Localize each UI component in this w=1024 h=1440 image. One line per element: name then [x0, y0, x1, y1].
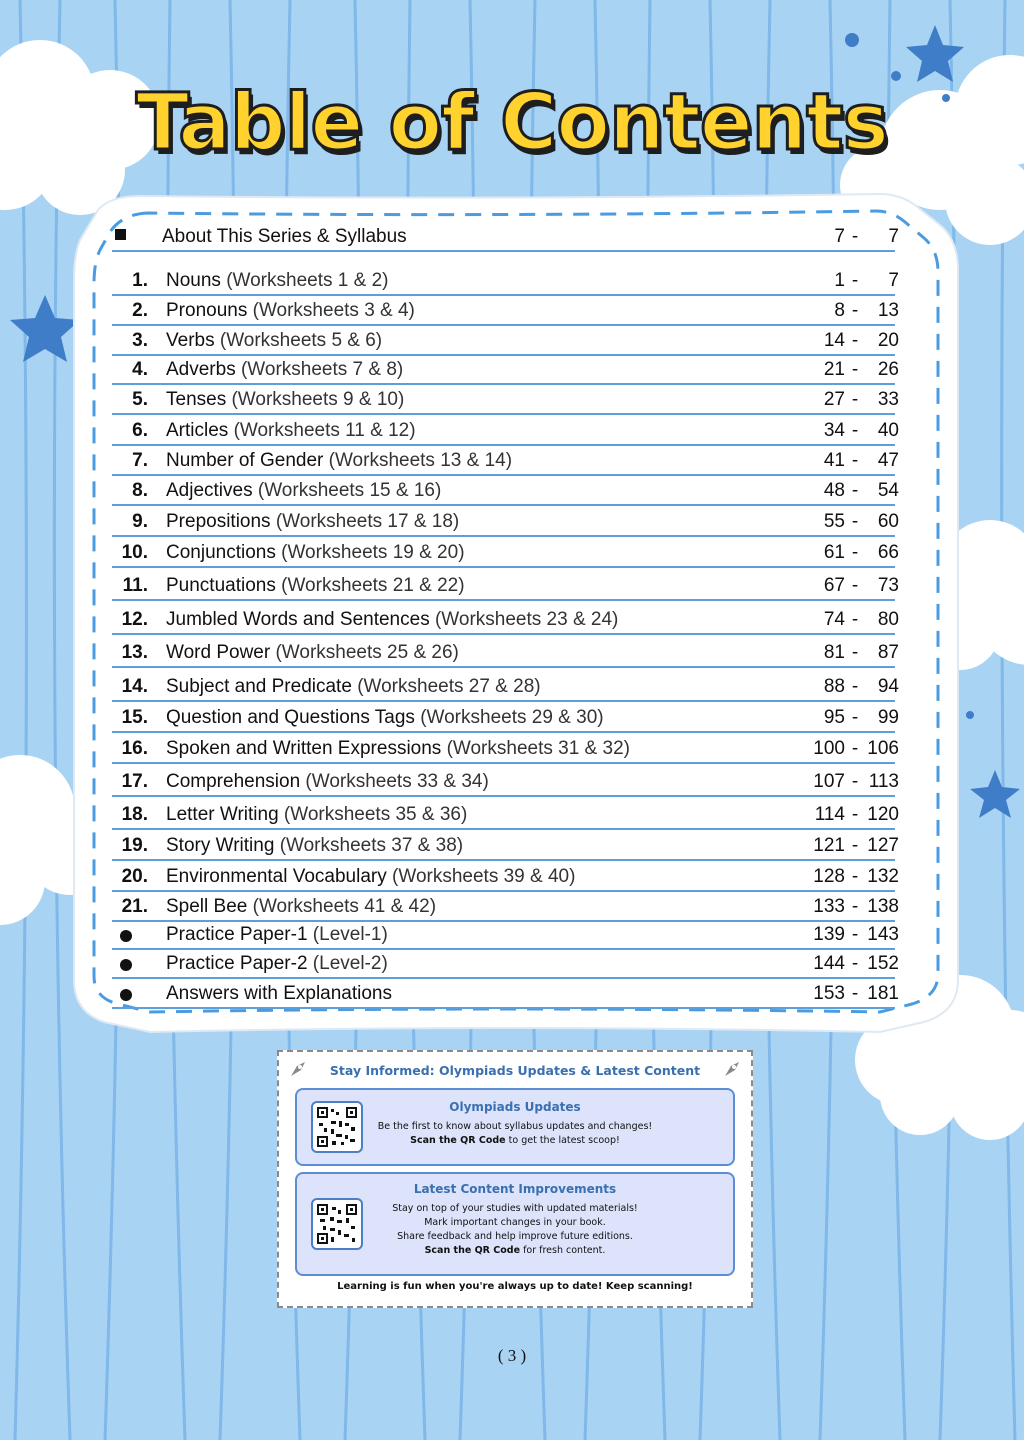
toc-row-number: 13. [121, 642, 148, 663]
toc-row-chapter[interactable] [112, 476, 899, 506]
toc-row-number: 18. [121, 804, 148, 825]
updates-title: Olympiads Updates [449, 1100, 581, 1114]
pages-separator: - [851, 642, 859, 663]
toc-row-number: 10. [121, 542, 148, 563]
toc-row-pages [803, 542, 899, 564]
pages-to: 106 [867, 738, 899, 759]
toc-row-number: 15. [121, 707, 148, 728]
pages-separator: - [851, 542, 859, 563]
pages-from: 107 [813, 771, 845, 792]
toc-row-number: 6. [132, 420, 148, 441]
toc-row-label [166, 389, 404, 411]
toc-row-pages [803, 983, 899, 1005]
toc-row-pages [803, 642, 899, 664]
pages-from: 121 [813, 835, 845, 856]
toc-row-pages [803, 707, 899, 729]
toc-row-label [166, 771, 489, 793]
pages-to: 99 [877, 707, 899, 728]
toc-row-pages [803, 511, 899, 533]
toc-row-title: Story Writing [166, 835, 275, 856]
toc-row-label [166, 983, 392, 1005]
toc-row-chapter[interactable] [112, 767, 899, 797]
pages-to: 7 [888, 226, 899, 247]
pages-to: 87 [877, 642, 899, 663]
pages-from: 114 [814, 804, 845, 825]
toc-row-pages [803, 924, 899, 946]
toc-row-label [166, 835, 463, 857]
toc-row-title: Practice Paper-1 [166, 924, 308, 945]
updates-line-1: Be the first to know about syllabus updates and changes! [377, 1121, 653, 1132]
toc-row-label [166, 804, 467, 826]
toc-row-chapter[interactable] [112, 734, 899, 764]
toc-row-number: 12. [121, 609, 148, 630]
toc-row-label [166, 480, 441, 502]
info-panel [277, 1050, 753, 1308]
toc-row-number: 8. [132, 480, 148, 501]
toc-row-pages [803, 771, 899, 793]
toc-row-label [166, 924, 388, 946]
toc-row-label [166, 896, 436, 918]
page-number: ( 3 ) [497, 1346, 527, 1365]
scan-qr-label: Scan the QR Code [424, 1245, 521, 1256]
toc-row-label [166, 420, 416, 442]
pages-from: 128 [813, 866, 845, 887]
toc-row-pages [803, 738, 899, 760]
pages-to: 120 [867, 804, 899, 825]
toc-row-title: Spell Bee [166, 896, 248, 917]
toc-row-pages [803, 359, 899, 381]
pages-separator: - [851, 896, 859, 917]
pages-from: 139 [813, 924, 845, 945]
toc-row-subtitle: (Worksheets 25 & 26) [275, 642, 459, 663]
toc-row-label [166, 511, 459, 533]
page-title: Table of Contents [136, 78, 888, 168]
pages-from: 1 [834, 270, 845, 291]
toc-row-title: Punctuations [166, 575, 276, 596]
pages-to: 132 [867, 866, 899, 887]
toc-row-chapter[interactable] [112, 326, 899, 356]
pages-to: 54 [877, 480, 899, 501]
square-bullet-icon [115, 229, 126, 240]
content-line-1: Stay on top of your studies with updated materials! [392, 1203, 638, 1214]
pages-to: 33 [877, 389, 899, 410]
toc-row-pages [803, 226, 899, 248]
toc-row-title: Prepositions [166, 511, 271, 532]
toc-row-pages [803, 575, 899, 597]
toc-row-pages [803, 389, 899, 411]
toc-row-label [166, 707, 604, 729]
pages-separator: - [851, 575, 859, 596]
pages-separator: - [851, 450, 859, 471]
toc-row-chapter[interactable] [112, 385, 899, 415]
pages-separator: - [851, 924, 859, 945]
toc-row-chapter[interactable] [112, 296, 899, 326]
pages-separator: - [851, 226, 859, 247]
toc-row-title: Word Power [166, 642, 271, 663]
pages-to: 127 [867, 835, 899, 856]
pages-from: 74 [823, 609, 845, 630]
updates-line-2-rest: to get the latest scoop! [508, 1135, 620, 1146]
pages-separator: - [851, 270, 859, 291]
toc-row-title: Pronouns [166, 300, 248, 321]
toc-row-pages [803, 300, 899, 322]
toc-row-pages [803, 609, 899, 631]
bullet-icon [120, 989, 132, 1001]
bullet-icon [120, 930, 132, 942]
toc-row-title: Subject and Predicate [166, 676, 352, 697]
toc-row-subtitle: (Worksheets 21 & 22) [281, 575, 465, 596]
pages-separator: - [851, 420, 859, 441]
pages-separator: - [851, 953, 859, 974]
toc-row-title: Nouns [166, 270, 221, 291]
pages-separator: - [851, 771, 859, 792]
toc-row-chapter[interactable] [112, 355, 899, 385]
content-title: Latest Content Improvements [413, 1182, 617, 1196]
toc-row-chapter[interactable] [112, 538, 899, 568]
toc-row-title: Comprehension [166, 771, 301, 792]
toc-row-chapter[interactable] [112, 892, 899, 922]
pages-to: 143 [867, 924, 899, 945]
toc-row-label [166, 359, 403, 381]
toc-row-number: 20. [121, 866, 148, 887]
updates-line-2 [297, 1135, 733, 1146]
pages-to: 60 [877, 511, 899, 532]
toc-row-number: 7. [132, 450, 148, 471]
scan-qr-label: Scan the QR Code [410, 1135, 506, 1146]
toc-row-subtitle: (Worksheets 29 & 30) [420, 707, 604, 728]
toc-row-title: Practice Paper-2 [166, 953, 308, 974]
toc-row-label [166, 542, 465, 564]
pages-from: 88 [823, 676, 845, 697]
toc-row-chapter[interactable] [112, 862, 899, 892]
toc-row-number: 2. [132, 300, 148, 321]
pages-to: 73 [877, 575, 899, 596]
toc-row-subtitle: (Worksheets 35 & 36) [283, 804, 468, 825]
toc-row-subtitle: (Worksheets 5 & 6) [219, 330, 383, 351]
pages-separator: - [851, 330, 859, 351]
pages-separator: - [851, 389, 859, 410]
toc-row-pages [803, 676, 899, 698]
pages-from: 153 [813, 983, 845, 1004]
toc-row-subtitle: (Worksheets 7 & 8) [240, 359, 404, 380]
pages-separator: - [851, 359, 859, 380]
toc-row-title: Adverbs [166, 359, 236, 380]
toc-row-subtitle: (Worksheets 41 & 42) [252, 896, 437, 917]
toc-row-subtitle: (Worksheets 23 & 24) [434, 609, 619, 630]
pages-separator: - [851, 511, 859, 532]
toc-row-subtitle: (Worksheets 19 & 20) [281, 542, 465, 563]
pages-to: 47 [877, 450, 899, 471]
toc-row-pages [803, 480, 899, 502]
toc-row-title: Question and Questions Tags [166, 707, 415, 728]
toc-row-label [166, 450, 512, 472]
toc-row-pages [803, 804, 899, 826]
content-box [295, 1172, 735, 1276]
content-line-4 [297, 1245, 733, 1256]
toc-row-chapter[interactable] [112, 672, 899, 702]
pages-from: 81 [823, 642, 845, 663]
pages-separator: - [851, 983, 859, 1004]
pages-from: 95 [823, 707, 845, 728]
toc-row-subtitle: (Worksheets 27 & 28) [357, 676, 541, 697]
pages-to: 94 [877, 676, 899, 697]
updates-box [295, 1088, 735, 1166]
toc-row-subtitle: (Worksheets 11 & 12) [233, 420, 416, 441]
pages-to: 40 [877, 420, 899, 441]
toc-row-label [166, 866, 575, 888]
content-line-4-rest: for fresh content. [523, 1245, 606, 1256]
content-line-3: Share feedback and help improve future editions. [397, 1231, 633, 1242]
pages-to: 20 [877, 330, 899, 351]
toc-row-pages [803, 866, 899, 888]
toc-row-number: 3. [132, 330, 148, 351]
toc-row-chapter[interactable] [112, 416, 899, 446]
pages-from: 144 [813, 953, 845, 974]
toc-row-label [166, 642, 459, 664]
toc-row-label [166, 676, 541, 698]
pages-from: 48 [823, 480, 845, 501]
toc-row-subtitle: (Worksheets 9 & 10) [231, 389, 405, 410]
toc-row-pages [803, 270, 899, 292]
toc-row-chapter[interactable] [112, 507, 899, 537]
toc-row-subtitle: (Worksheets 13 & 14) [328, 450, 513, 471]
toc-row-extra[interactable] [112, 920, 899, 950]
toc-row-title: Jumbled Words and Sentences [166, 609, 430, 630]
pages-from: 55 [823, 511, 845, 532]
toc-row-chapter[interactable] [112, 800, 899, 830]
toc-row-subtitle: (Worksheets 1 & 2) [226, 270, 389, 291]
toc-row-number: 1. [132, 270, 148, 291]
toc-row-title: Number of Gender [166, 450, 324, 471]
bullet-icon [120, 959, 132, 971]
toc-row-label [166, 738, 630, 760]
toc-row-chapter[interactable] [112, 266, 899, 296]
pages-to: 138 [867, 896, 899, 917]
toc-row-title: Answers with Explanations [166, 983, 392, 1004]
toc-row-number: 17. [121, 771, 148, 792]
pages-to: 181 [867, 983, 899, 1004]
pages-separator: - [851, 866, 859, 887]
pages-separator: - [851, 300, 859, 321]
pages-separator: - [851, 835, 859, 856]
info-heading: Stay Informed: Olympiads Updates & Latest Content [329, 1063, 701, 1078]
toc-row-pages [803, 835, 899, 857]
toc-row-number: 16. [121, 738, 148, 759]
toc-row-chapter[interactable] [112, 703, 899, 733]
toc-row-number: 5. [132, 389, 148, 410]
pages-to: 26 [877, 359, 899, 380]
pages-to: 13 [877, 300, 899, 321]
toc-row-subtitle: (Worksheets 17 & 18) [275, 511, 460, 532]
pages-separator: - [851, 609, 859, 630]
pages-separator: - [851, 707, 859, 728]
toc-row-extra[interactable] [112, 949, 899, 979]
toc-row-number: 11. [122, 575, 148, 596]
pages-from: 14 [823, 330, 845, 351]
toc-row-chapter[interactable] [112, 571, 899, 601]
pages-from: 7 [834, 226, 845, 247]
pages-separator: - [851, 480, 859, 501]
pages-to: 66 [877, 542, 899, 563]
toc-row-chapter[interactable] [112, 831, 899, 861]
toc-row-subtitle: (Worksheets 31 & 32) [446, 738, 630, 759]
toc-row-chapter[interactable] [112, 605, 899, 635]
toc-row-chapter[interactable] [112, 446, 899, 476]
toc-row-label [166, 330, 382, 352]
toc-row-title: About This Series & Syllabus [162, 226, 407, 247]
toc-row-title: Conjunctions [166, 542, 276, 563]
toc-row-number: 21. [121, 896, 148, 917]
toc-row-title: Tenses [166, 389, 227, 410]
pages-from: 100 [813, 738, 845, 759]
toc-row-label [166, 575, 465, 597]
pages-to: 113 [868, 771, 899, 792]
toc-row-number: 4. [132, 359, 148, 380]
pages-separator: - [851, 738, 859, 759]
toc-row-subtitle: (Level-1) [312, 924, 388, 945]
toc-row-pages [803, 953, 899, 975]
pages-to: 7 [888, 270, 899, 291]
toc-row-label [166, 300, 415, 322]
toc-row-subtitle: (Worksheets 15 & 16) [257, 480, 442, 501]
toc-row-chapter[interactable] [112, 638, 899, 668]
toc-row-title: Letter Writing [166, 804, 279, 825]
pages-to: 152 [867, 953, 899, 974]
toc-row-pages [803, 330, 899, 352]
toc-row-title: Adjectives [166, 480, 253, 501]
toc-row-title: Articles [166, 420, 229, 441]
pages-from: 61 [823, 542, 845, 563]
pages-from: 133 [813, 896, 845, 917]
pages-from: 8 [834, 300, 845, 321]
toc-row-subtitle: (Worksheets 39 & 40) [392, 866, 576, 887]
toc-row-pages [803, 896, 899, 918]
pages-from: 34 [823, 420, 845, 441]
toc-row-about[interactable] [112, 222, 899, 252]
toc-row-subtitle: (Worksheets 37 & 38) [279, 835, 464, 856]
pages-separator: - [851, 676, 859, 697]
toc-row-extra[interactable] [112, 979, 899, 1009]
toc-row-number: 19. [121, 835, 148, 856]
toc-row-label [166, 609, 618, 631]
toc-row-subtitle: (Worksheets 33 & 34) [305, 771, 489, 792]
toc-row-title: Environmental Vocabulary [166, 866, 387, 887]
toc-row-number: 9. [132, 511, 148, 532]
pages-from: 21 [823, 359, 845, 380]
toc-row-label [166, 270, 388, 292]
toc-row-subtitle: (Level-2) [312, 953, 388, 974]
info-footer: Learning is fun when you're always up to date! Keep scanning! [337, 1281, 693, 1292]
toc-row-pages [803, 420, 899, 442]
pages-to: 80 [877, 609, 899, 630]
content-line-2: Mark important changes in your book. [424, 1217, 606, 1228]
pages-separator: - [851, 804, 859, 825]
toc-row-title: Verbs [166, 330, 215, 351]
toc-row-subtitle: (Worksheets 3 & 4) [252, 300, 415, 321]
toc-row-number: 14. [121, 676, 148, 697]
pages-from: 67 [823, 575, 845, 596]
toc-row-title: Spoken and Written Expressions [166, 738, 442, 759]
toc-row-label [166, 953, 388, 975]
toc-row-pages [803, 450, 899, 472]
pages-from: 27 [823, 389, 845, 410]
pages-from: 41 [823, 450, 845, 471]
